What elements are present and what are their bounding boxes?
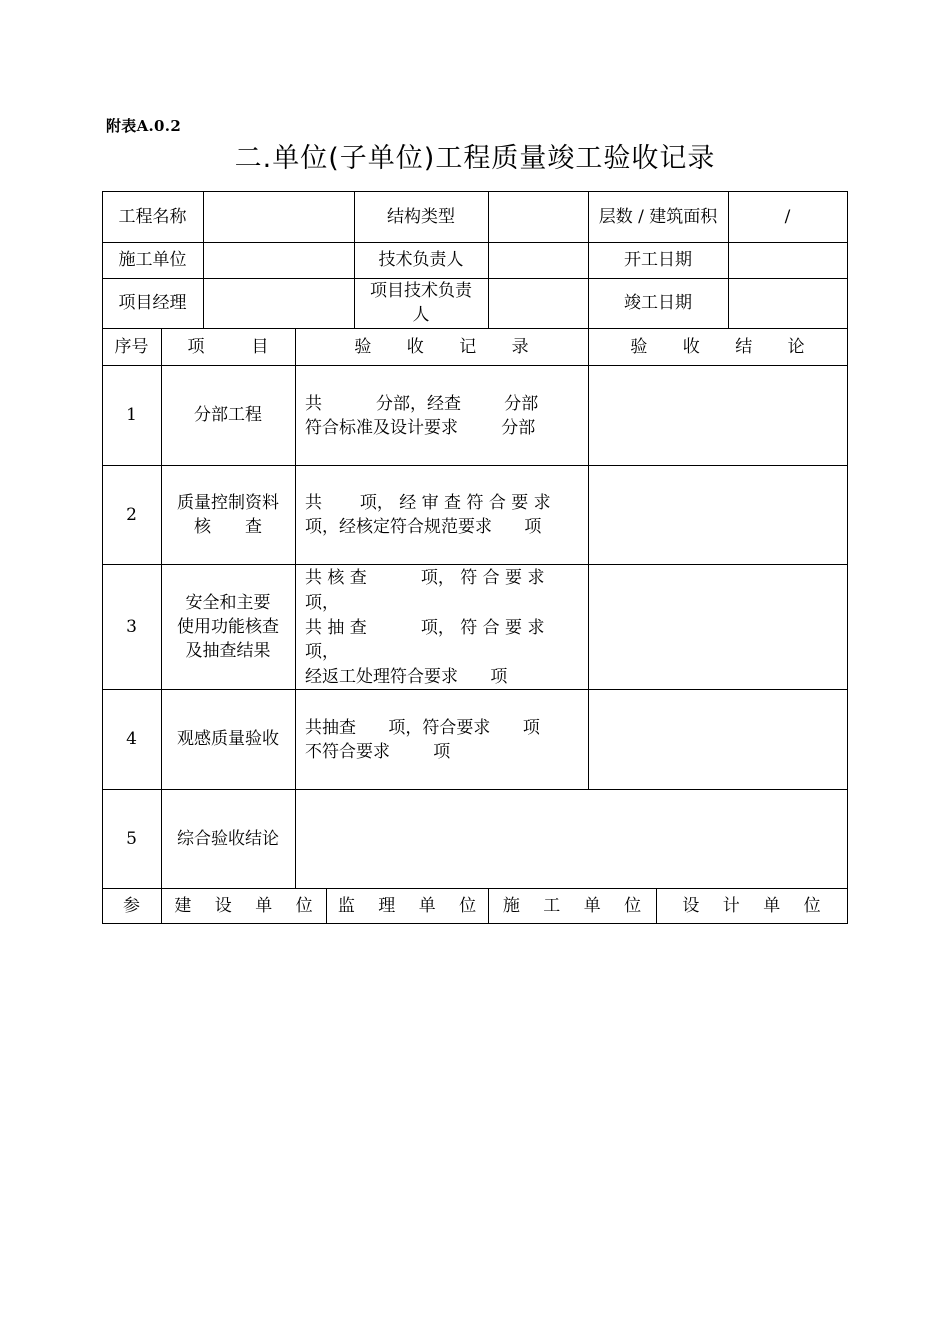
row-5-item: 综合验收结论 <box>177 828 279 849</box>
row-4-item: 观感质量验收 <box>177 729 279 749</box>
header-conclusion: 验 收 结 论 <box>630 336 820 357</box>
row-2-item: 质量控制资料 核 查 <box>177 492 279 537</box>
footer-supervision-unit: 监 理 单 位 <box>337 896 486 916</box>
completion-date-label: 竣工日期 <box>624 293 692 313</box>
project-name-field[interactable] <box>203 191 354 242</box>
appendix-label: 附表A.0.2 <box>106 117 182 135</box>
row-2-conclusion-field[interactable] <box>588 465 847 564</box>
row-1-record-line: 符合标准及设计要求 分部 <box>305 418 536 438</box>
header-item: 项 目 <box>187 336 284 357</box>
row-2-record-line: 项，经核定符合规范要求 项 <box>305 517 542 537</box>
tech-lead-field[interactable] <box>488 242 588 278</box>
table-line <box>847 191 848 924</box>
completion-date-field[interactable] <box>728 278 847 328</box>
footer-design-unit: 设 计 单 位 <box>682 896 830 916</box>
row-4-record-line: 不符合要求 项 <box>305 742 451 762</box>
project-tech-lead-field[interactable] <box>488 278 588 328</box>
row-4-no: 4 <box>126 729 137 749</box>
project-name-label: 工程名称 <box>118 206 187 227</box>
project-manager-field[interactable] <box>203 278 354 328</box>
floors-area-label: 层数 / 建筑面积 <box>598 206 718 227</box>
row-2-record-line: 共 项， 经 审 查 符 合 要 求 <box>305 493 551 513</box>
structure-type-field[interactable] <box>488 191 588 242</box>
row-3-record-line: 经返工处理符合要求 项 <box>305 667 508 687</box>
header-no: 序号 <box>114 336 149 357</box>
row-3-record-line: 共 核 查 项， 符 合 要 求 <box>305 568 545 588</box>
row-3-record-line: 项， <box>305 593 339 613</box>
start-date-field[interactable] <box>728 242 847 278</box>
row-5-no: 5 <box>126 828 137 849</box>
row-2-no: 2 <box>126 504 137 525</box>
row-1-conclusion-field[interactable] <box>588 365 847 465</box>
footer-contractor-unit: 施 工 单 位 <box>502 896 651 916</box>
tech-lead-label: 技术负责人 <box>378 250 464 270</box>
row-4-conclusion-field[interactable] <box>588 689 847 789</box>
project-tech-lead-label: 项目技术负责人 <box>370 281 472 325</box>
contractor-field[interactable] <box>203 242 354 278</box>
start-date-label: 开工日期 <box>624 250 692 270</box>
row-1-no: 1 <box>126 405 137 425</box>
footer-construction-unit: 建 设 单 位 <box>174 896 322 916</box>
row-3-conclusion-field[interactable] <box>588 564 847 689</box>
row-4-record-line: 共抽查 项，符合要求 项 <box>305 718 540 738</box>
contractor-label: 施工单位 <box>118 250 187 270</box>
header-record: 验 收 记 录 <box>354 336 544 357</box>
row-3-item: 安全和主要 使用功能核查 及抽查结果 <box>177 592 279 661</box>
project-manager-label: 项目经理 <box>118 293 187 313</box>
row-3-no: 3 <box>126 616 137 637</box>
row-1-item: 分部工程 <box>194 405 262 425</box>
structure-type-label: 结构类型 <box>387 206 455 227</box>
footer-participate: 参 <box>123 896 140 916</box>
floors-area-value[interactable]: / <box>784 206 791 227</box>
row-3-record-line: 项， <box>305 642 339 662</box>
row-3-record-line: 共 抽 查 项， 符 合 要 求 <box>305 618 545 638</box>
row-1-record-line: 共 分部，经查 分部 <box>305 394 539 414</box>
row-5-conclusion-field[interactable] <box>295 789 847 888</box>
page-title: 二.单位(子单位)工程质量竣工验收记录 <box>234 143 716 174</box>
